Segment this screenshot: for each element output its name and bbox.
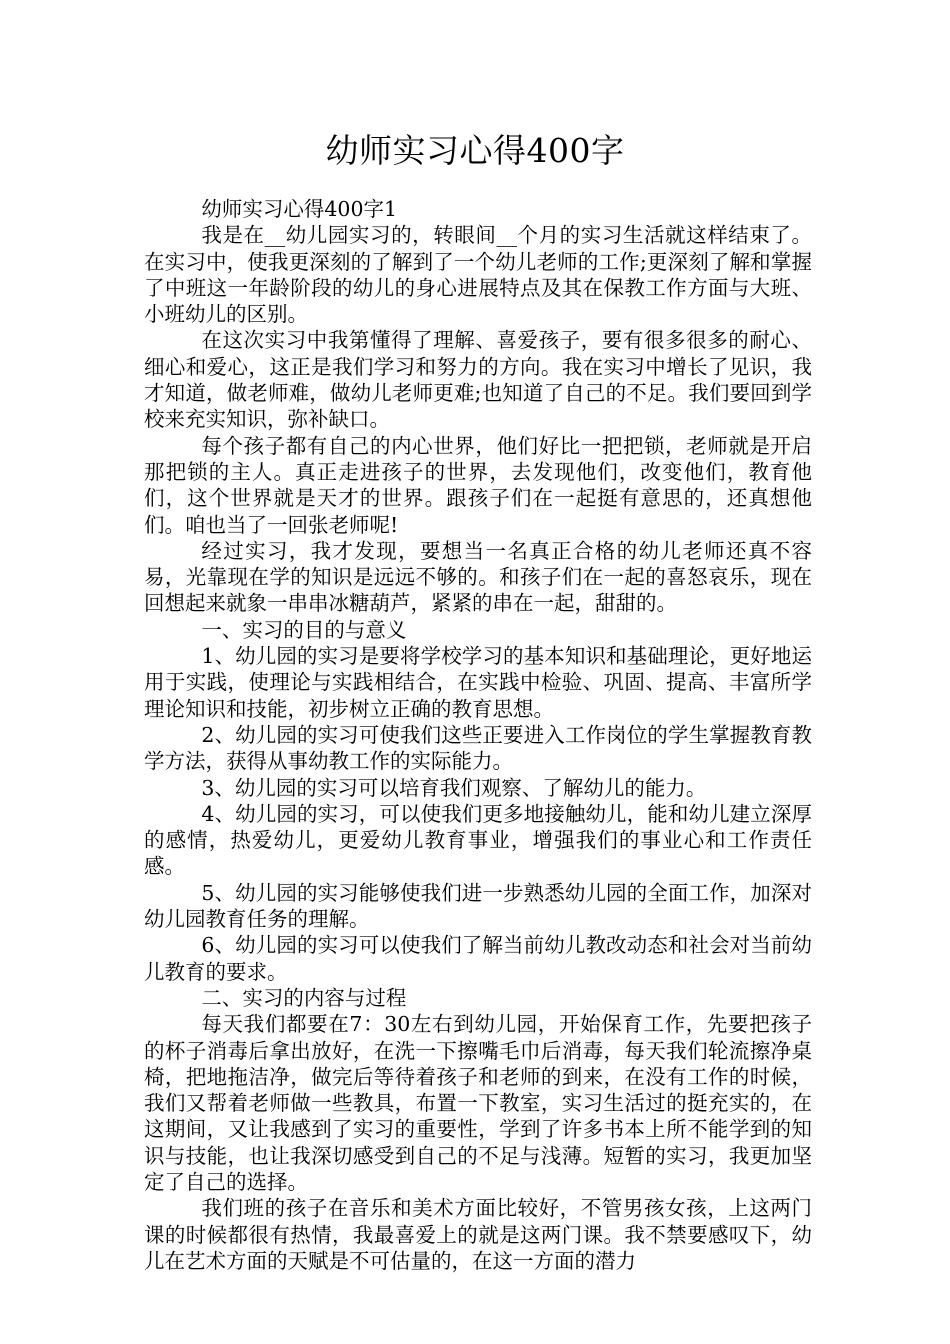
list-item: 6、幼儿园的实习可以使我们了解当前幼儿教改动态和社会对当前幼儿教育的要求。: [144, 933, 812, 984]
list-item: 4、幼儿园的实习，可以使我们更多地接触幼儿，能和幼儿建立深厚的感情，热爱幼儿，更爱幼儿教育事业，增强我们的事业心和工作责任感。: [144, 801, 812, 879]
paragraph: 经过实习，我才发现，要想当一名真正合格的幼儿老师还真不容易，光靠现在学的知识是远远不够的。和孩子们在一起的喜怒哀乐，现在回想起来就象一串串冰糖葫芦，紧紧的串在一起，甜甜的。: [144, 538, 812, 616]
list-item: 1、幼儿园的实习是要将学校学习的基本知识和基础理论，更好地运用于实践，使理论与实践相结合，在实践中检验、巩固、提高、丰富所学理论知识和技能，初步树立正确的教育思想。: [144, 644, 812, 721]
list-item: 3、幼儿园的实习可以培育我们观察、了解幼儿的能力。: [201, 775, 707, 800]
paragraph: 每天我们都要在7：30左右到幼儿园，开始保育工作，先要把孩子的杯子消毒后拿出放好，在洗一下擦嘴毛巾后消毒，每天我们轮流擦净桌椅，把地拖洁净，做完后等待着孩子和老师的到来，在没有工作的时候，我们又帮着老师做一些教具，布置一下教室，实习生活过的挺充实的，在这期间，又让我感到了实习的重要性，学到了许多书本上所不能学到的知识与技能，也让我深切感受到自己的不足与浅薄。短暂的实习，我更加坚定了自己的选择。: [144, 1012, 812, 1194]
paragraph: 每个孩子都有自己的内心世界，他们好比一把把锁，老师就是开启那把锁的主人。真正走进孩子的世界，去发现他们，改变他们，教育他们，这个世界就是天才的世界。跟孩子们在一起挺有意思的，还真想他们。咱也当了一回张老师呢!: [144, 433, 812, 537]
document-title: 幼师实习心得400字: [325, 131, 625, 170]
section-heading-1: 幼师实习心得400字1: [201, 197, 398, 221]
section-heading: 一、实习的目的与意义: [201, 617, 407, 642]
paragraph: 我是在__幼儿园实习的，转眼间__个月的实习生活就这样结束了。在实习中，使我更深刻的了解到了一个幼儿老师的工作;更深刻了解和掌握了中班这一年龄阶段的幼儿的身心进展特点及其在保教工作方面与大班、小班幼儿的区别。: [144, 223, 812, 327]
document-body: [144, 196, 812, 1274]
list-item: 5、幼儿园的实习能够使我们进一步熟悉幼儿园的全面工作，加深对幼儿园教育任务的理解。: [144, 880, 812, 932]
paragraph: 在这次实习中我第懂得了理解、喜爱孩子，要有很多很多的耐心、细心和爱心，这正是我们学习和努力的方向。我在实习中增长了见识，我才知道，做老师难，做幼儿老师更难;也知道了自己的不足。我们要回到学校来充实知识，弥补缺口。: [144, 328, 812, 432]
section-heading: 二、实习的内容与过程: [201, 985, 407, 1010]
paragraph: 我们班的孩子在音乐和美术方面比较好，不管男孩女孩，上这两门课的时候都很有热情，我最喜爱上的就是这两门课。我不禁要感叹下，幼儿在艺术方面的天赋是不可估量的，在这一方面的潜力: [144, 1196, 812, 1273]
list-item: 2、幼儿园的实习可使我们这些正要进入工作岗位的学生掌握教育教学方法，获得从事幼教工作的实际能力。: [144, 722, 812, 774]
